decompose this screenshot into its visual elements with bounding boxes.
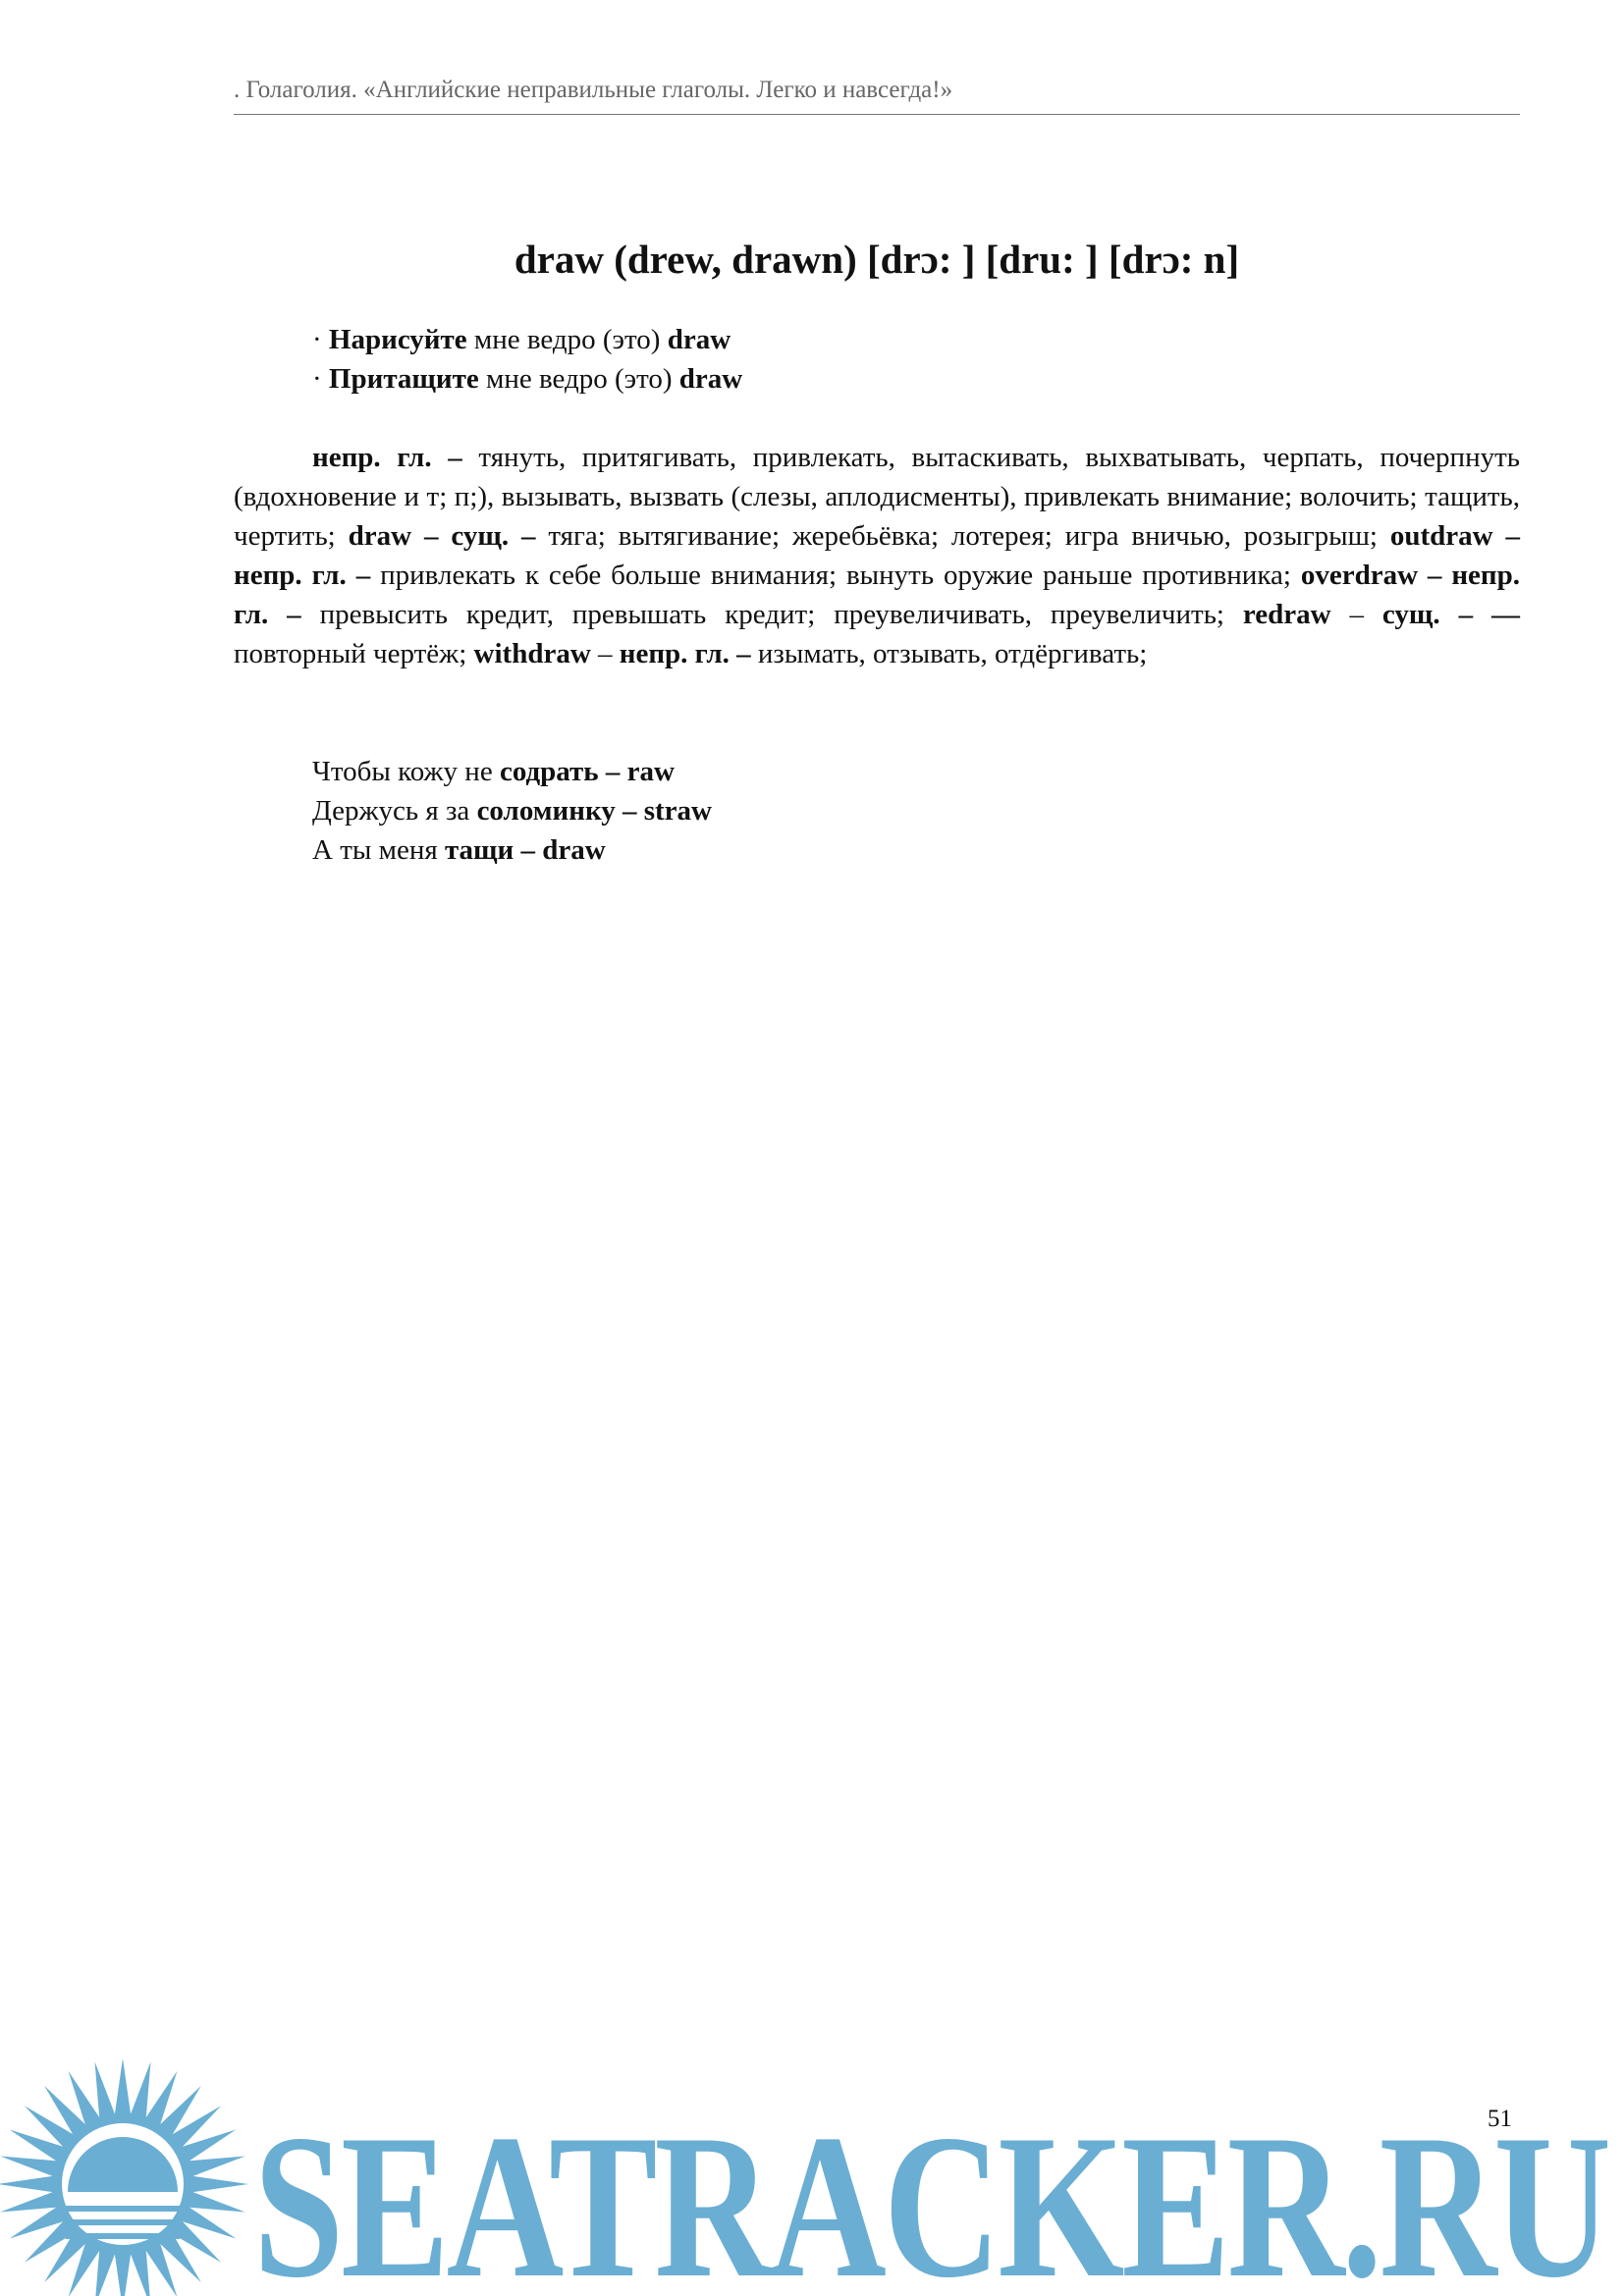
def-text: – <box>1330 599 1382 630</box>
def-text: тяга; вытягивание; жеребьёвка; лотерея; игра вничью, розыгрыш; <box>535 520 1390 552</box>
watermark-text: SEATRACKER.RU <box>253 2093 1608 2296</box>
poem-text: А ты меня <box>312 834 445 866</box>
def-term: сущ. – — <box>1381 599 1520 630</box>
def-text: повторный чертёж; <box>234 638 474 669</box>
def-term: redraw <box>1242 599 1331 630</box>
page-number: 51 <box>1488 2106 1512 2132</box>
def-text: изымать, отзывать, отдёргивать; <box>750 638 1148 669</box>
watermark <box>0 2052 1624 2296</box>
poem-text: Держусь я за <box>312 795 477 827</box>
mnemonic-keyword: Нарисуйте <box>328 324 467 355</box>
poem-text: Чтобы кожу не <box>312 756 500 787</box>
sun-logo-icon <box>0 2058 248 2296</box>
mnemonic-word: draw <box>667 324 731 355</box>
poem-line <box>312 752 712 791</box>
mnemonic-bullet: · <box>312 363 329 395</box>
def-term: outdraw – непр. гл. – <box>234 520 1520 591</box>
def-text: привлекать к себе больше внимания; вынуть оружие раньше противника; <box>370 560 1301 591</box>
mnemonic-list <box>312 320 742 399</box>
definition-paragraph <box>234 438 1520 673</box>
def-term: непр. гл. – <box>312 442 462 473</box>
poem-keyword: соломинку – straw <box>476 795 712 827</box>
def-term: withdraw <box>473 638 591 669</box>
mnemonic-keyword: Притащите <box>328 363 479 395</box>
mnemonic-text: мне ведро (это) <box>478 363 679 395</box>
poem-keyword: содрать – raw <box>499 756 675 787</box>
poem-line <box>312 791 712 830</box>
entry-title: draw (drew, drawn) [drɔ: ] [dru: ] [drɔ: n] <box>514 237 1240 282</box>
poem-line <box>312 830 712 870</box>
mnemonic-line <box>312 320 742 359</box>
def-text: превысить кредит, превышать кредит; преувеличивать, преувеличить; <box>300 599 1243 630</box>
def-term: draw – сущ. – <box>348 520 536 552</box>
def-text: тянуть, притягивать, привлекать, вытаскивать, выхватывать, черпать, почерпнуть (вдохновение и т; п;), вызывать, вызвать (слезы, аплодисменты), привлекать внимание; волочить; тащить, чертить; <box>234 442 1520 552</box>
running-header: . Голаголия. «Английские неправильные глаголы. Легко и навсегда!» <box>234 77 1520 115</box>
def-text: – <box>590 638 620 669</box>
mnemonic-line <box>312 359 742 399</box>
def-term: непр. гл. – <box>619 638 751 669</box>
poem <box>312 752 712 870</box>
mnemonic-bullet: · <box>312 324 329 355</box>
mnemonic-word: draw <box>678 363 743 395</box>
poem-keyword: тащи – draw <box>444 834 606 866</box>
mnemonic-text: мне ведро (это) <box>466 324 668 355</box>
def-term: overdraw – непр. гл. – <box>234 560 1521 630</box>
